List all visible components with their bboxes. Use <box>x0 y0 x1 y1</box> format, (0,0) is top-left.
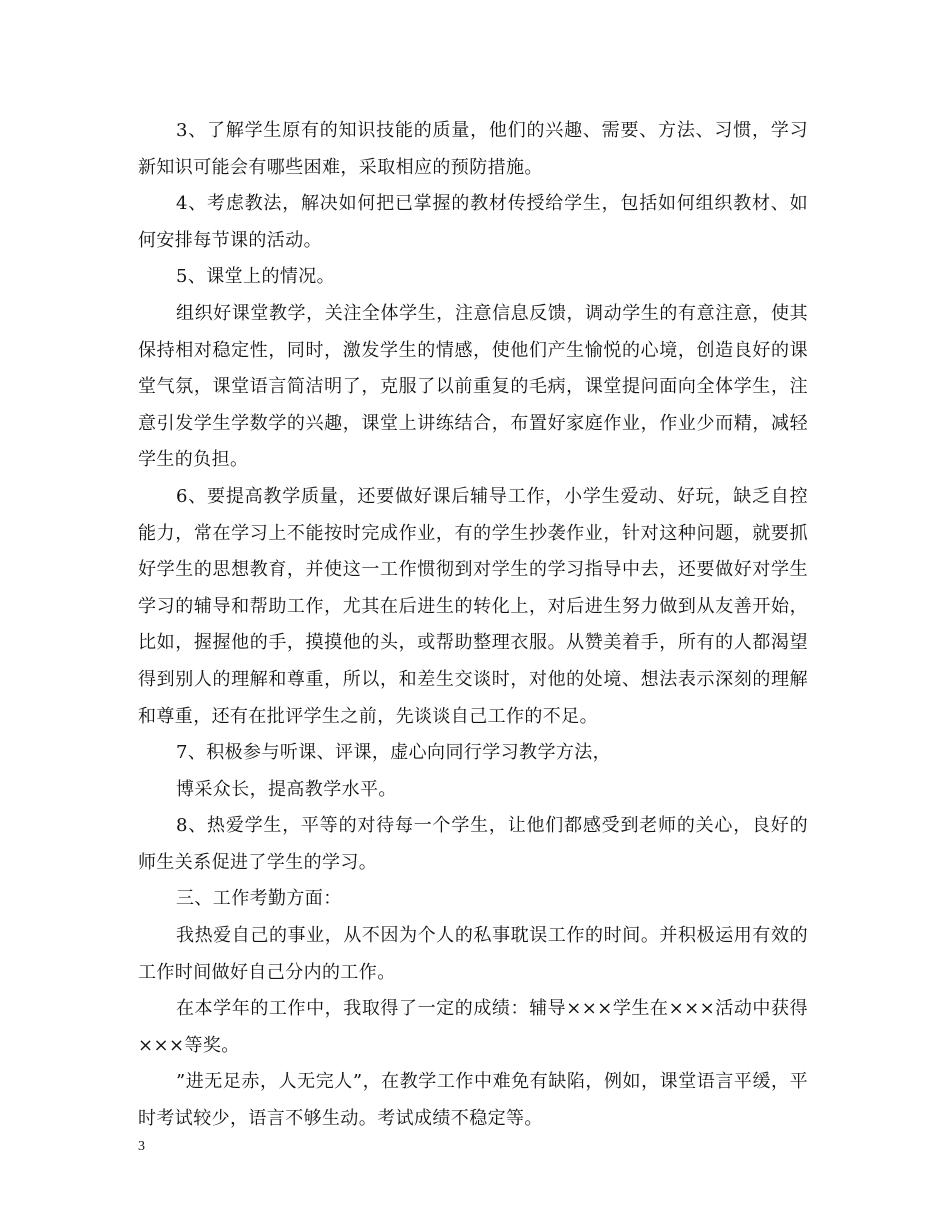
section-heading-attendance: 三、工作考勤方面： <box>176 888 342 910</box>
paragraph-item-4: 4、考虑教法，解决如何把已掌握的教材传授给学生，包括如何组织教材、如何安排每节课的活动。 <box>138 193 808 251</box>
paragraph-attendance: 我热爱自己的事业，从不因为个人的私事耽误工作的时间。并积极运用有效的工作时间做好自己分内的工作。 <box>138 925 808 983</box>
page-number: 3 <box>138 1139 145 1154</box>
document-body <box>138 113 808 1138</box>
paragraph-classroom-teaching: 组织好课堂教学，关注全体学生，注意信息反馈，调动学生的有意注意，使其保持相对稳定性，同时，激发学生的情感，使他们产生愉悦的心境，创造良好的课堂气氛，课堂语言简洁明了，克服了以前重复的毛病，课堂提问面向全体学生，注意引发学生学数学的兴趣，课堂上讲练结合，布置好家庭作业，作业少而精，减轻学生的负担。 <box>138 302 808 471</box>
paragraph-item-8: 8、热爱学生，平等的对待每一个学生，让他们都感受到老师的关心，良好的师生关系促进了学生的学习。 <box>138 815 808 873</box>
paragraph-item-7: 7、积极参与听课、评课，虚心向同行学习教学方法， <box>176 742 612 764</box>
paragraph-item-7-continued: 博采众长，提高教学水平。 <box>176 778 397 800</box>
paragraph-item-6: 6、要提高教学质量，还要做好课后辅导工作，小学生爱动、好玩，缺乏自控能力，常在学习上不能按时完成作业，有的学生抄袭作业，针对这种问题，就要抓好学生的思想教育，并使这一工作惯彻到对学生的学习指导中去，还要做好对学生学习的辅导和帮助工作，尤其在后进生的转化上，对后进生努力做到从友善开始，比如，握握他的手，摸摸他的头，或帮助整理衣服。从赞美着手，所有的人都渴望得到别人的理解和尊重，所以，和差生交谈时，对他的处境、想法表示深刻的理解和尊重，还有在批评学生之前，先谈谈自己工作的不足。 <box>138 485 808 727</box>
paragraph-item-5-heading: 5、课堂上的情况。 <box>176 266 336 288</box>
paragraph-item-3: 3、了解学生原有的知识技能的质量，他们的兴趣、需要、方法、习惯，学习新知识可能会有哪些困难，采取相应的预防措施。 <box>138 120 808 178</box>
paragraph-shortcomings: ”进无足赤，人无完人”，在教学工作中难免有缺陷，例如，课堂语言平缓，平时考试较少，语言不够生动。考试成绩不稳定等。 <box>138 1071 808 1130</box>
paragraph-achievements: 在本学年的工作中，我取得了一定的成绩：辅导×××学生在×××活动中获得×××等奖。 <box>138 998 808 1056</box>
